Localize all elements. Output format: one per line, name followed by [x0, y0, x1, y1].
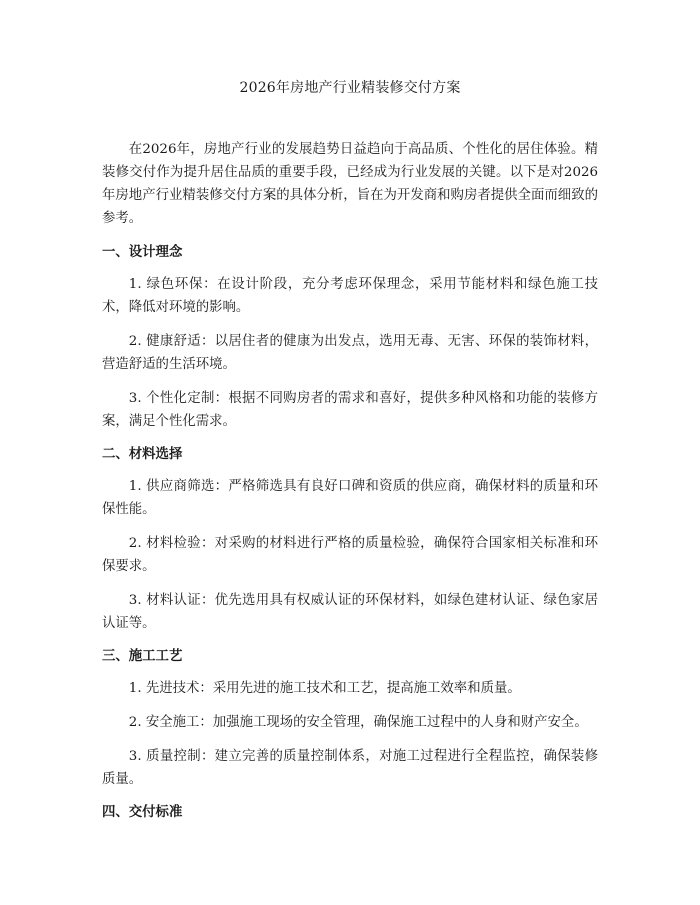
- list-item: 2. 安全施工：加强施工现场的安全管理，确保施工过程中的人身和财产安全。: [128, 715, 588, 730]
- section-heading: 二、材料选择: [102, 447, 183, 462]
- section-heading: 三、施工工艺: [102, 649, 183, 664]
- section-construction-process: [102, 647, 598, 791]
- list-item: 2. 材料检验：对采购的材料进行严格的质量检验，确保符合国家相关标准和环保要求。: [102, 536, 598, 574]
- list-item: 1. 绿色环保：在设计阶段，充分考虑环保理念，采用节能材料和绿色施工技术，降低对环境的影响。: [102, 277, 598, 315]
- list-item: 2. 健康舒适：以居住者的健康为出发点，选用无毒、无害、环保的装饰材料，营造舒适的生活环境。: [102, 334, 598, 372]
- list-item: 1. 先进技术：采用先进的施工技术和工艺，提高施工效率和质量。: [128, 681, 521, 696]
- section-material-selection: [102, 445, 598, 635]
- list-item: 1. 供应商筛选：严格筛选具有良好口碑和资质的供应商，确保材料的质量和环保性能。: [102, 479, 598, 517]
- section-design-concept: [102, 243, 598, 433]
- section-heading: 一、设计理念: [102, 245, 183, 260]
- section-delivery-standard: [102, 803, 598, 823]
- list-item: 3. 材料认证：优先选用具有权威认证的环保材料，如绿色建材认证、绿色家居认证等。: [102, 593, 598, 631]
- document-title: 2026年房地产行业精装修交付方案: [239, 80, 461, 96]
- section-heading: 四、交付标准: [102, 805, 183, 820]
- list-item: 3. 个性化定制：根据不同购房者的需求和喜好，提供多种风格和功能的装修方案，满足个性化需求。: [102, 391, 598, 429]
- list-item: 3. 质量控制：建立完善的质量控制体系，对施工过程进行全程监控，确保装修质量。: [102, 749, 598, 787]
- intro-paragraph: 在2026年，房地产行业的发展趋势日益趋向于高品质、个性化的居住体验。精装修交付作为提升居住品质的重要手段，已经成为行业发展的关键。以下是对2026年房地产行业精装修交付方案的具体分析，旨在为开发商和购房者提供全面而细致的参考。: [102, 142, 598, 226]
